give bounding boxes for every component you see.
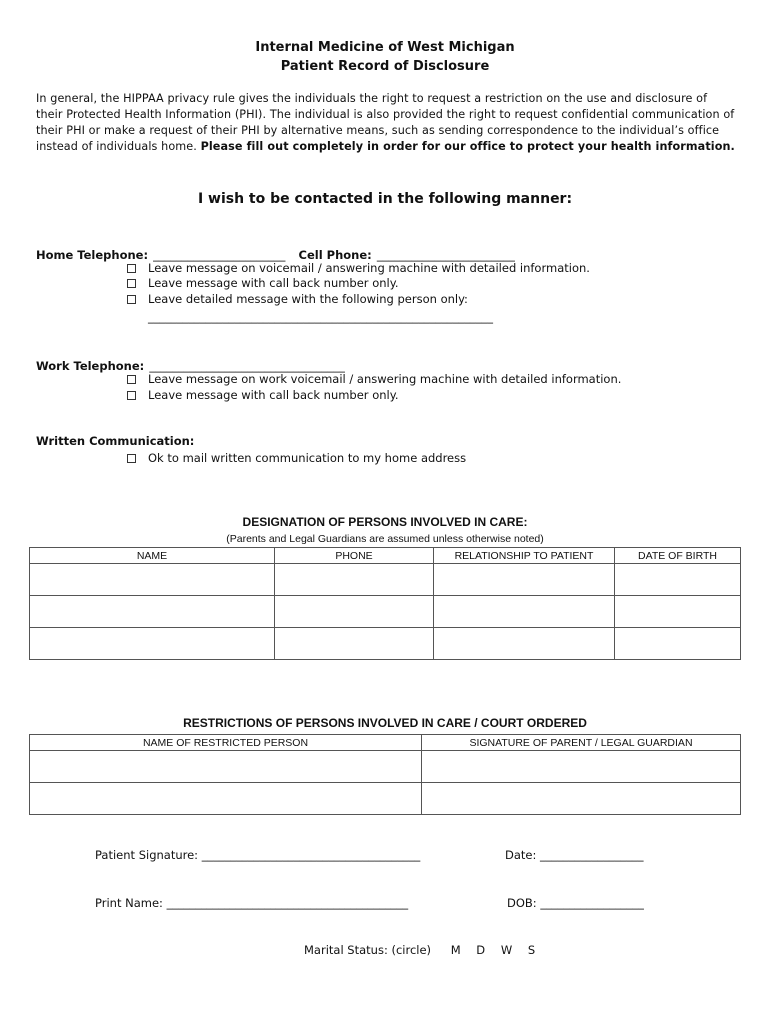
patient-signature-row xyxy=(95,848,420,862)
guardian-signature-cell[interactable] xyxy=(422,783,741,815)
home-option-voicemail xyxy=(127,261,590,275)
marital-option-s[interactable]: S xyxy=(527,943,536,957)
date-field[interactable]: __________________ xyxy=(540,848,644,862)
col-name: NAME xyxy=(30,548,275,564)
date-row xyxy=(505,848,644,862)
relationship-cell[interactable] xyxy=(434,564,615,596)
checkbox[interactable] xyxy=(127,264,136,273)
contact-heading: I wish to be contacted in the following manner: xyxy=(197,191,573,207)
print-name-field[interactable]: __________________________________________ xyxy=(166,896,409,910)
restrictions-table xyxy=(29,734,741,815)
name-cell[interactable] xyxy=(30,628,275,660)
cell-phone-label: Cell Phone: xyxy=(298,248,372,262)
table-row xyxy=(30,751,741,783)
checkbox[interactable] xyxy=(127,295,136,304)
table-row xyxy=(30,596,741,628)
table-row xyxy=(30,564,741,596)
form-title: Internal Medicine of West Michigan xyxy=(255,40,515,55)
option-label: Leave message with call back number only. xyxy=(148,276,399,290)
table-row xyxy=(30,783,741,815)
checkbox[interactable] xyxy=(127,391,136,400)
work-option-callback xyxy=(127,388,399,402)
col-guardian-signature: SIGNATURE OF PARENT / LEGAL GUARDIAN xyxy=(422,735,741,751)
dob-cell[interactable] xyxy=(615,564,741,596)
guardian-signature-cell[interactable] xyxy=(422,751,741,783)
intro-paragraph xyxy=(36,91,736,155)
table-row xyxy=(30,628,741,660)
work-telephone-label: Work Telephone: xyxy=(36,359,145,373)
home-option-callback xyxy=(127,276,399,290)
marital-option-w[interactable]: W xyxy=(500,943,513,957)
restricted-person-cell[interactable] xyxy=(30,783,422,815)
date-label: Date: xyxy=(505,848,537,862)
checkbox[interactable] xyxy=(127,375,136,384)
intro-text: In general, the HIPPAA privacy rule gives the individuals the right to request a restriction on the use and disclosure of their Protected Health Information (PHI). The individual is also provided the right to request confidential communication of their PHI or make a request of their PHI by alternative means, such as sending correspondence to the individual’s office instead of individuals home. xyxy=(36,92,735,153)
home-option-person xyxy=(127,292,468,306)
home-telephone-label: Home Telephone: xyxy=(36,248,149,262)
name-cell[interactable] xyxy=(30,596,275,628)
designation-subtitle: (Parents and Legal Guardians are assumed unless otherwise noted) xyxy=(226,533,544,545)
form-subtitle: Patient Record of Disclosure xyxy=(280,59,490,74)
dob-field[interactable]: __________________ xyxy=(540,896,644,910)
person-name-field[interactable]: ____________________________________________________________ xyxy=(148,310,493,324)
cell-phone-field[interactable]: ________________________ xyxy=(376,248,515,262)
option-label: Leave message on work voicemail / answering machine with detailed information. xyxy=(148,372,622,386)
designation-table xyxy=(29,547,741,660)
dob-row xyxy=(507,896,644,910)
marital-status-row xyxy=(304,943,535,957)
name-cell[interactable] xyxy=(30,564,275,596)
option-label: Ok to mail written communication to my home address xyxy=(148,451,467,465)
home-telephone-field[interactable]: _______________________ xyxy=(153,248,286,262)
dob-cell[interactable] xyxy=(615,596,741,628)
marital-status-label: Marital Status: (circle) xyxy=(304,943,432,957)
restrictions-title: RESTRICTIONS OF PERSONS INVOLVED IN CARE / COURT ORDERED xyxy=(183,716,587,730)
option-label: Leave detailed message with the following person only: xyxy=(148,292,468,306)
phone-cell[interactable] xyxy=(275,628,434,660)
phone-cell[interactable] xyxy=(275,564,434,596)
marital-option-d[interactable]: D xyxy=(476,943,486,957)
work-option-voicemail xyxy=(127,372,621,386)
dob-cell[interactable] xyxy=(615,628,741,660)
marital-option-m[interactable]: M xyxy=(450,943,461,957)
written-option-mail xyxy=(127,451,466,465)
relationship-cell[interactable] xyxy=(434,596,615,628)
col-restricted-person: NAME OF RESTRICTED PERSON xyxy=(30,735,422,751)
designation-title: DESIGNATION OF PERSONS INVOLVED IN CARE: xyxy=(242,515,528,529)
print-name-row xyxy=(95,896,408,910)
relationship-cell[interactable] xyxy=(434,628,615,660)
checkbox[interactable] xyxy=(127,279,136,288)
option-label: Leave message with call back number only. xyxy=(148,388,399,402)
col-dob: DATE OF BIRTH xyxy=(615,548,741,564)
patient-signature-label: Patient Signature: xyxy=(95,848,199,862)
col-phone: PHONE xyxy=(275,548,434,564)
dob-label: DOB: xyxy=(507,896,537,910)
col-relationship: RELATIONSHIP TO PATIENT xyxy=(434,548,615,564)
work-telephone-field[interactable]: __________________________________ xyxy=(149,359,345,373)
written-communication-label: Written Communication: xyxy=(36,434,195,448)
patient-signature-field[interactable]: ______________________________________ xyxy=(201,848,421,862)
print-name-label: Print Name: xyxy=(95,896,163,910)
phone-cell[interactable] xyxy=(275,596,434,628)
intro-bold-text: Please fill out completely in order for our office to protect your health information. xyxy=(200,140,735,153)
option-label: Leave message on voicemail / answering machine with detailed information. xyxy=(148,261,590,275)
restricted-person-cell[interactable] xyxy=(30,751,422,783)
checkbox[interactable] xyxy=(127,454,136,463)
